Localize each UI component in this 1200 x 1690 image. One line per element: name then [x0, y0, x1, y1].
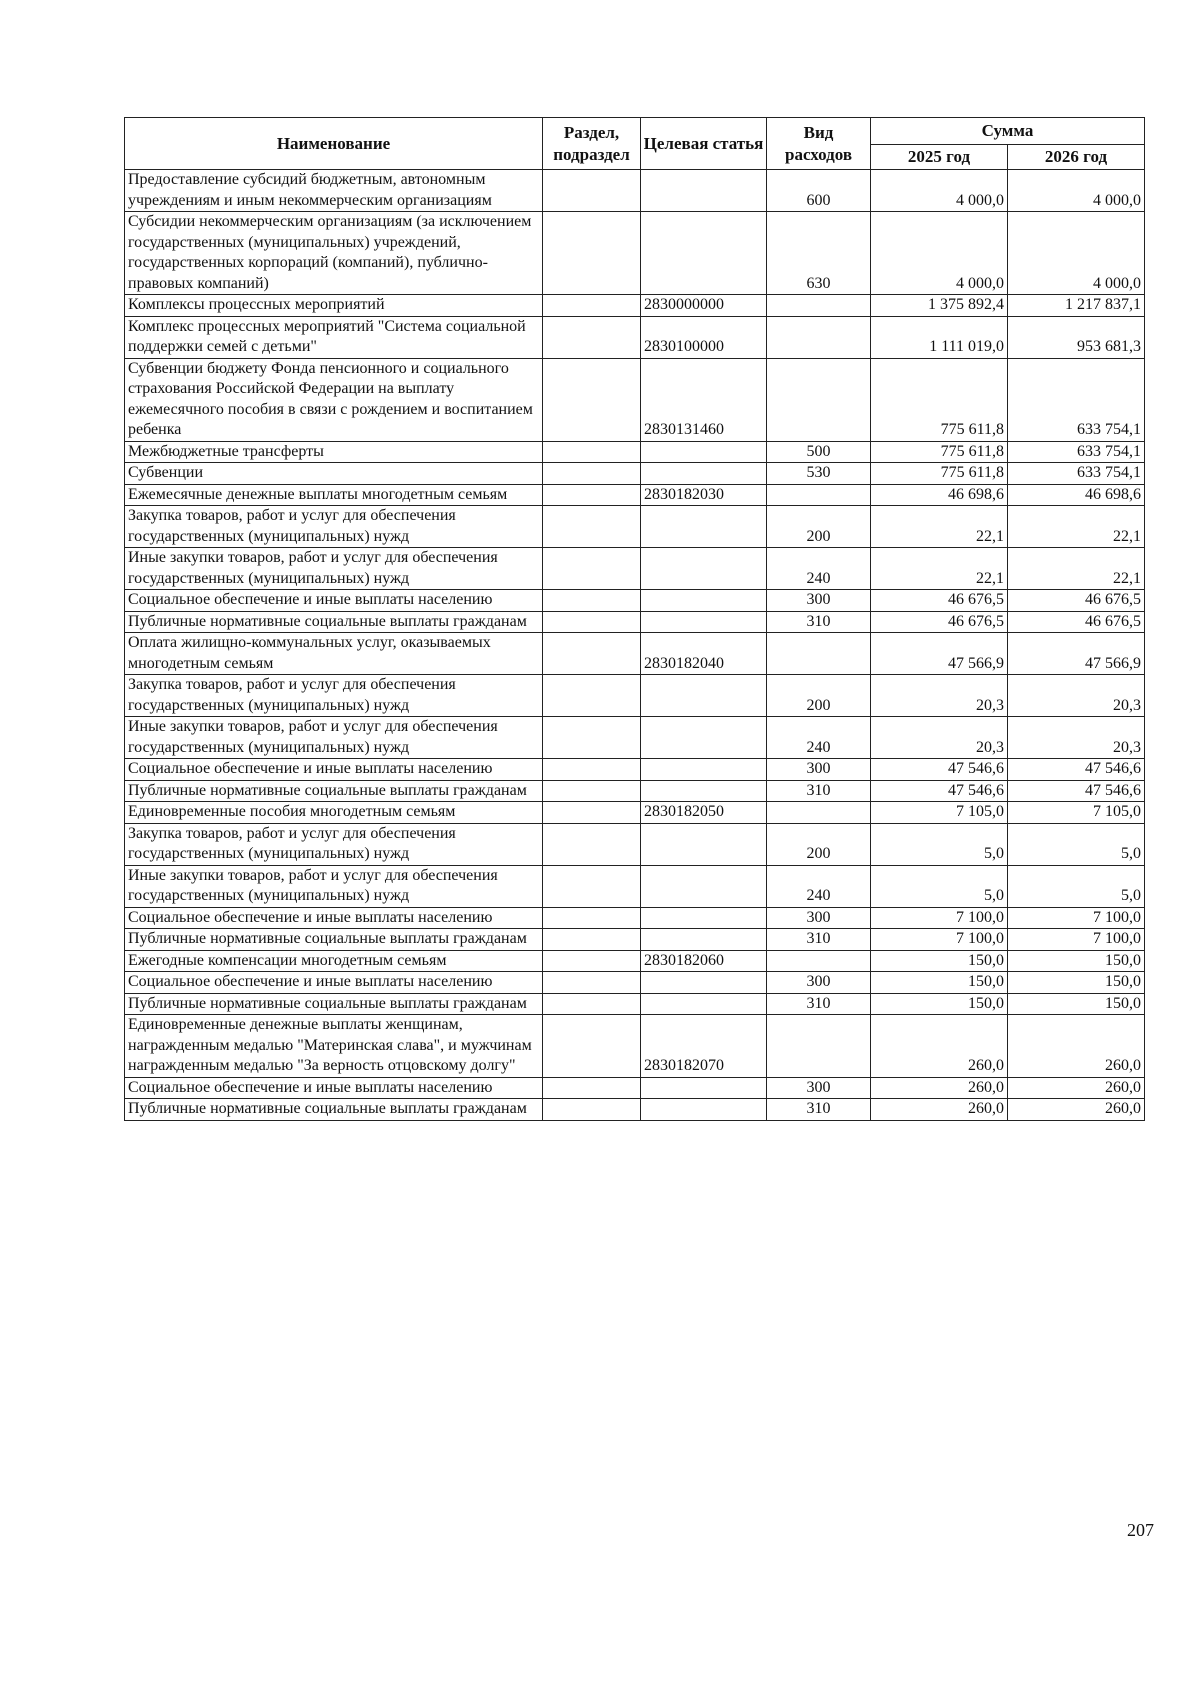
expense-type-cell: 310 — [767, 1099, 871, 1121]
expense-type-cell: 200 — [767, 675, 871, 717]
name-cell: Публичные нормативные социальные выплаты гражданам — [125, 929, 543, 951]
name-cell: Закупка товаров, работ и услуг для обеспечения государственных (муниципальных) нужд — [125, 823, 543, 865]
amount-2026-cell: 7 100,0 — [1008, 929, 1145, 951]
amount-2026-cell: 5,0 — [1008, 823, 1145, 865]
table-row — [125, 170, 1145, 212]
amount-2026-cell: 1 217 837,1 — [1008, 295, 1145, 317]
amount-2025-cell: 775 611,8 — [871, 441, 1008, 463]
header-name: Наименование — [125, 118, 543, 170]
table-header — [125, 118, 1145, 170]
expense-type-cell: 530 — [767, 463, 871, 485]
target-code-cell — [641, 548, 767, 590]
section-cell — [543, 865, 641, 907]
target-code-cell — [641, 590, 767, 612]
name-cell: Социальное обеспечение и иные выплаты населению — [125, 590, 543, 612]
header-target: Целевая статья — [641, 118, 767, 170]
expense-type-cell — [767, 316, 871, 358]
table-row — [125, 590, 1145, 612]
expense-type-cell: 200 — [767, 506, 871, 548]
amount-2025-cell: 46 676,5 — [871, 611, 1008, 633]
amount-2025-cell: 22,1 — [871, 548, 1008, 590]
target-code-cell — [641, 780, 767, 802]
amount-2026-cell: 7 105,0 — [1008, 802, 1145, 824]
target-code-cell — [641, 993, 767, 1015]
name-cell: Субвенции бюджету Фонда пенсионного и социального страхования Российской Федерации на выплату ежемесячного пособия в связи с рождением и воспитанием ребенка — [125, 358, 543, 441]
amount-2026-cell: 5,0 — [1008, 865, 1145, 907]
name-cell: Предоставление субсидий бюджетным, автономным учреждениям и иным некоммерческим организациям — [125, 170, 543, 212]
amount-2025-cell: 47 546,6 — [871, 759, 1008, 781]
section-cell — [543, 441, 641, 463]
amount-2026-cell: 47 546,6 — [1008, 780, 1145, 802]
amount-2026-cell: 46 698,6 — [1008, 484, 1145, 506]
amount-2025-cell: 22,1 — [871, 506, 1008, 548]
section-cell — [543, 802, 641, 824]
expense-type-cell: 600 — [767, 170, 871, 212]
target-code-cell: 2830182040 — [641, 633, 767, 675]
amount-2025-cell: 260,0 — [871, 1077, 1008, 1099]
amount-2026-cell: 22,1 — [1008, 506, 1145, 548]
amount-2026-cell: 953 681,3 — [1008, 316, 1145, 358]
target-code-cell — [641, 717, 767, 759]
table-row — [125, 441, 1145, 463]
page-number: 207 — [1127, 1520, 1154, 1540]
table-row — [125, 823, 1145, 865]
section-cell — [543, 358, 641, 441]
amount-2025-cell: 1 375 892,4 — [871, 295, 1008, 317]
name-cell: Социальное обеспечение и иные выплаты населению — [125, 1077, 543, 1099]
expense-type-cell: 240 — [767, 717, 871, 759]
expense-type-cell: 300 — [767, 590, 871, 612]
target-code-cell — [641, 929, 767, 951]
section-cell — [543, 780, 641, 802]
expense-type-cell: 310 — [767, 929, 871, 951]
expense-type-cell — [767, 1015, 871, 1078]
target-code-cell: 2830100000 — [641, 316, 767, 358]
name-cell: Социальное обеспечение и иные выплаты населению — [125, 907, 543, 929]
name-cell: Субвенции — [125, 463, 543, 485]
table-row — [125, 633, 1145, 675]
name-cell: Публичные нормативные социальные выплаты гражданам — [125, 611, 543, 633]
table-row — [125, 295, 1145, 317]
expense-type-cell: 310 — [767, 993, 871, 1015]
amount-2025-cell: 150,0 — [871, 950, 1008, 972]
table-row — [125, 506, 1145, 548]
section-cell — [543, 295, 641, 317]
name-cell: Закупка товаров, работ и услуг для обеспечения государственных (муниципальных) нужд — [125, 506, 543, 548]
target-code-cell — [641, 1077, 767, 1099]
expense-type-cell: 240 — [767, 548, 871, 590]
name-cell: Закупка товаров, работ и услуг для обеспечения государственных (муниципальных) нужд — [125, 675, 543, 717]
amount-2025-cell: 47 566,9 — [871, 633, 1008, 675]
section-cell — [543, 484, 641, 506]
name-cell: Иные закупки товаров, работ и услуг для обеспечения государственных (муниципальных) нужд — [125, 548, 543, 590]
amount-2026-cell: 260,0 — [1008, 1099, 1145, 1121]
table-row — [125, 780, 1145, 802]
table-row — [125, 907, 1145, 929]
table-row — [125, 717, 1145, 759]
amount-2026-cell: 4 000,0 — [1008, 170, 1145, 212]
table-row — [125, 548, 1145, 590]
budget-table — [124, 117, 1145, 1121]
expense-type-cell: 240 — [767, 865, 871, 907]
amount-2025-cell: 46 676,5 — [871, 590, 1008, 612]
amount-2026-cell: 20,3 — [1008, 717, 1145, 759]
target-code-cell — [641, 865, 767, 907]
target-code-cell — [641, 212, 767, 295]
amount-2026-cell: 633 754,1 — [1008, 463, 1145, 485]
target-code-cell — [641, 611, 767, 633]
amount-2026-cell: 150,0 — [1008, 993, 1145, 1015]
section-cell — [543, 316, 641, 358]
expense-type-cell — [767, 633, 871, 675]
table-row — [125, 1077, 1145, 1099]
target-code-cell — [641, 907, 767, 929]
amount-2025-cell: 5,0 — [871, 865, 1008, 907]
expense-type-cell: 300 — [767, 972, 871, 994]
amount-2025-cell: 4 000,0 — [871, 212, 1008, 295]
name-cell: Комплексы процессных мероприятий — [125, 295, 543, 317]
expense-type-cell — [767, 950, 871, 972]
expense-type-cell — [767, 802, 871, 824]
section-cell — [543, 717, 641, 759]
table-body — [125, 170, 1145, 1121]
expense-type-cell: 500 — [767, 441, 871, 463]
name-cell: Оплата жилищно-коммунальных услуг, оказываемых многодетным семьям — [125, 633, 543, 675]
target-code-cell: 2830182030 — [641, 484, 767, 506]
name-cell: Комплекс процессных мероприятий "Система социальной поддержки семей с детьми" — [125, 316, 543, 358]
amount-2025-cell: 260,0 — [871, 1015, 1008, 1078]
section-cell — [543, 972, 641, 994]
target-code-cell: 2830182070 — [641, 1015, 767, 1078]
header-year-2025: 2025 год — [871, 145, 1008, 170]
section-cell — [543, 633, 641, 675]
amount-2025-cell: 7 100,0 — [871, 907, 1008, 929]
table-row — [125, 993, 1145, 1015]
name-cell: Публичные нормативные социальные выплаты гражданам — [125, 780, 543, 802]
expense-type-cell: 300 — [767, 1077, 871, 1099]
table-row — [125, 358, 1145, 441]
table-row — [125, 929, 1145, 951]
section-cell — [543, 506, 641, 548]
target-code-cell: 2830000000 — [641, 295, 767, 317]
amount-2026-cell: 46 676,5 — [1008, 590, 1145, 612]
target-code-cell: 2830131460 — [641, 358, 767, 441]
expense-type-cell — [767, 484, 871, 506]
amount-2025-cell: 7 100,0 — [871, 929, 1008, 951]
amount-2025-cell: 46 698,6 — [871, 484, 1008, 506]
amount-2026-cell: 4 000,0 — [1008, 212, 1145, 295]
name-cell: Социальное обеспечение и иные выплаты населению — [125, 759, 543, 781]
section-cell — [543, 823, 641, 865]
expense-type-cell: 630 — [767, 212, 871, 295]
name-cell: Межбюджетные трансферты — [125, 441, 543, 463]
table-row — [125, 212, 1145, 295]
section-cell — [543, 759, 641, 781]
section-cell — [543, 611, 641, 633]
section-cell — [543, 548, 641, 590]
expense-type-cell — [767, 358, 871, 441]
name-cell: Ежемесячные денежные выплаты многодетным семьям — [125, 484, 543, 506]
name-cell: Социальное обеспечение и иные выплаты населению — [125, 972, 543, 994]
table-row — [125, 865, 1145, 907]
section-cell — [543, 675, 641, 717]
expense-type-cell: 300 — [767, 907, 871, 929]
name-cell: Ежегодные компенсации многодетным семьям — [125, 950, 543, 972]
table-row — [125, 1015, 1145, 1078]
expense-type-cell: 310 — [767, 611, 871, 633]
table-row — [125, 484, 1145, 506]
section-cell — [543, 1077, 641, 1099]
amount-2025-cell: 150,0 — [871, 993, 1008, 1015]
name-cell: Иные закупки товаров, работ и услуг для обеспечения государственных (муниципальных) нужд — [125, 717, 543, 759]
amount-2026-cell: 150,0 — [1008, 950, 1145, 972]
section-cell — [543, 993, 641, 1015]
table-row — [125, 972, 1145, 994]
amount-2026-cell: 633 754,1 — [1008, 441, 1145, 463]
name-cell: Публичные нормативные социальные выплаты гражданам — [125, 1099, 543, 1121]
expense-type-cell: 200 — [767, 823, 871, 865]
table-row — [125, 1099, 1145, 1121]
section-cell — [543, 170, 641, 212]
amount-2025-cell: 775 611,8 — [871, 358, 1008, 441]
target-code-cell — [641, 1099, 767, 1121]
table-row — [125, 463, 1145, 485]
amount-2026-cell: 633 754,1 — [1008, 358, 1145, 441]
target-code-cell — [641, 441, 767, 463]
amount-2025-cell: 20,3 — [871, 675, 1008, 717]
amount-2025-cell: 1 111 019,0 — [871, 316, 1008, 358]
amount-2025-cell: 7 105,0 — [871, 802, 1008, 824]
target-code-cell — [641, 972, 767, 994]
header-expense-type: Вид расходов — [767, 118, 871, 170]
section-cell — [543, 1099, 641, 1121]
target-code-cell — [641, 759, 767, 781]
amount-2026-cell: 47 546,6 — [1008, 759, 1145, 781]
table-row — [125, 759, 1145, 781]
amount-2026-cell: 260,0 — [1008, 1015, 1145, 1078]
table-row — [125, 611, 1145, 633]
expense-type-cell: 300 — [767, 759, 871, 781]
target-code-cell: 2830182050 — [641, 802, 767, 824]
amount-2025-cell: 47 546,6 — [871, 780, 1008, 802]
section-cell — [543, 929, 641, 951]
amount-2026-cell: 47 566,9 — [1008, 633, 1145, 675]
target-code-cell — [641, 823, 767, 865]
table-row — [125, 316, 1145, 358]
name-cell: Иные закупки товаров, работ и услуг для обеспечения государственных (муниципальных) нужд — [125, 865, 543, 907]
target-code-cell — [641, 170, 767, 212]
name-cell: Публичные нормативные социальные выплаты гражданам — [125, 993, 543, 1015]
expense-type-cell: 310 — [767, 780, 871, 802]
name-cell: Субсидии некоммерческим организациям (за исключением государственных (муниципальных) учреждений, государственных корпораций (компаний), публично-правовых компаний) — [125, 212, 543, 295]
header-section: Раздел, подраздел — [543, 118, 641, 170]
section-cell — [543, 212, 641, 295]
amount-2025-cell: 775 611,8 — [871, 463, 1008, 485]
amount-2026-cell: 260,0 — [1008, 1077, 1145, 1099]
amount-2026-cell: 22,1 — [1008, 548, 1145, 590]
target-code-cell — [641, 506, 767, 548]
amount-2025-cell: 150,0 — [871, 972, 1008, 994]
header-sum: Сумма — [871, 118, 1145, 145]
header-year-2026: 2026 год — [1008, 145, 1145, 170]
section-cell — [543, 463, 641, 485]
target-code-cell — [641, 675, 767, 717]
expense-type-cell — [767, 295, 871, 317]
amount-2025-cell: 260,0 — [871, 1099, 1008, 1121]
amount-2025-cell: 5,0 — [871, 823, 1008, 865]
section-cell — [543, 907, 641, 929]
table-row — [125, 802, 1145, 824]
amount-2026-cell: 46 676,5 — [1008, 611, 1145, 633]
name-cell: Единовременные денежные выплаты женщинам, награжденным медалью "Материнская слава", и мужчинам награжденным медалью "За верность отцовскому долгу" — [125, 1015, 543, 1078]
amount-2026-cell: 20,3 — [1008, 675, 1145, 717]
amount-2026-cell: 7 100,0 — [1008, 907, 1145, 929]
amount-2025-cell: 20,3 — [871, 717, 1008, 759]
amount-2026-cell: 150,0 — [1008, 972, 1145, 994]
amount-2025-cell: 4 000,0 — [871, 170, 1008, 212]
target-code-cell: 2830182060 — [641, 950, 767, 972]
section-cell — [543, 950, 641, 972]
table-row — [125, 675, 1145, 717]
section-cell — [543, 1015, 641, 1078]
name-cell: Единовременные пособия многодетным семьям — [125, 802, 543, 824]
section-cell — [543, 590, 641, 612]
target-code-cell — [641, 463, 767, 485]
table-row — [125, 950, 1145, 972]
